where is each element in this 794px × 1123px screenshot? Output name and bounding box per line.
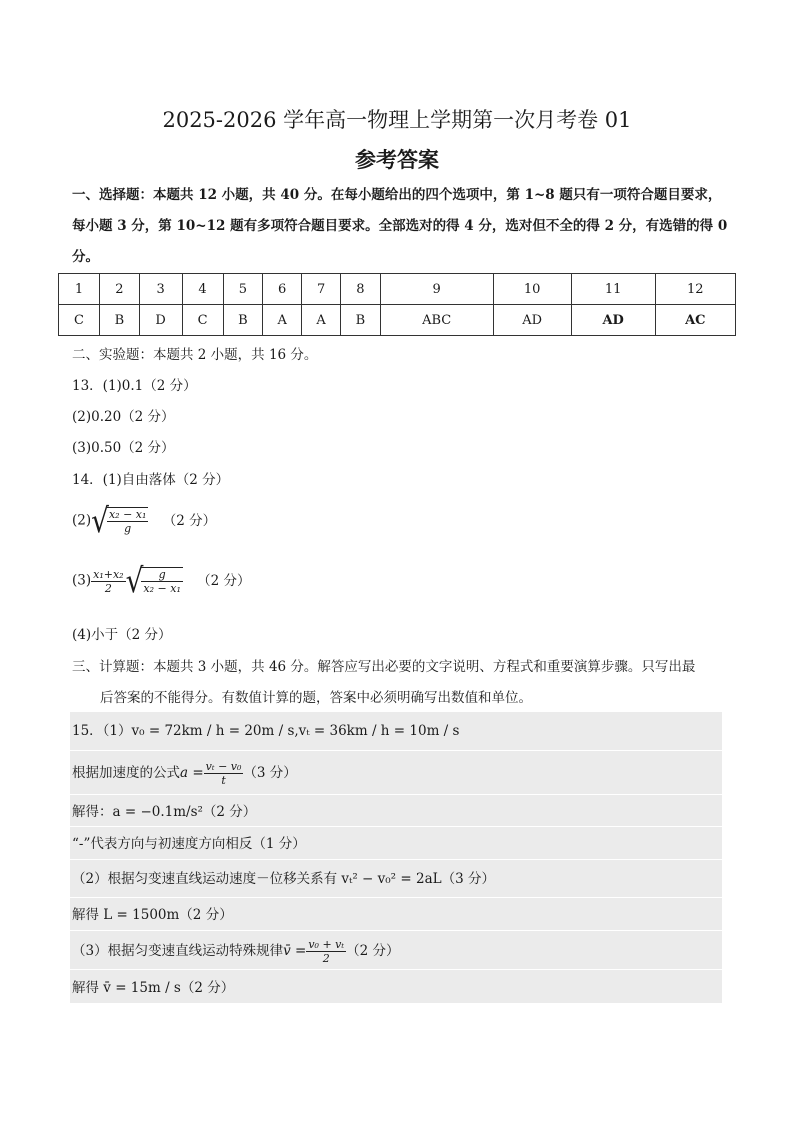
section2-heading: 二、实验题：本题共 2 小题，共 16 分。: [72, 347, 318, 363]
divider: [70, 969, 722, 970]
answer-table: [58, 273, 736, 336]
q13-part2: (2)0.20（2 分）: [72, 409, 175, 425]
fraction-denominator: g: [124, 522, 132, 535]
formula-prefix: 根据加速度的公式: [72, 765, 180, 781]
divider: [70, 859, 722, 860]
section1-instructions-line3: 分。: [72, 249, 99, 265]
q14-part3: [72, 560, 251, 601]
q14-part3-score: （2 分）: [197, 572, 251, 589]
divider: [70, 750, 722, 751]
formula-lhs: v̄ =: [283, 943, 307, 959]
square-root: √ $\frac{\text{x₂ − x₁}}{g}$: [91, 500, 147, 541]
answer-cell: C: [59, 305, 100, 336]
question-number-cell: 11: [571, 274, 655, 305]
q15-part2-relation: （2）根据匀变速直线运动速度－位移关系有 vₜ² − v₀² = 2aL（3 分）: [72, 871, 495, 887]
question-number-cell: 10: [493, 274, 571, 305]
q15-part3-average-velocity: [72, 938, 399, 965]
formula-lhs: a =: [180, 765, 204, 781]
answer-table-number-row: [59, 274, 736, 305]
answer-cell: AD: [571, 305, 655, 336]
question-number-cell: 5: [223, 274, 263, 305]
q15-solve-acceleration: 解得：a = −0.1m/s²（2 分）: [72, 804, 257, 820]
section1-instructions-line2: 每小题 3 分，第 10~12 题有多项符合题目要求。全部选对的得 4 分，选对但不全的得 2 分，有选错的得 0: [72, 218, 728, 234]
answer-cell: AD: [493, 305, 571, 336]
q14-part2-score: （2 分）: [162, 512, 217, 529]
fraction-denominator: 2: [104, 581, 112, 595]
formula-score: （3 分）: [243, 765, 297, 781]
q14-part2-prefix: (2): [72, 512, 92, 529]
divider: [70, 930, 722, 931]
answer-cell: A: [263, 305, 302, 336]
question-number-cell: 12: [655, 274, 735, 305]
q15-acceleration-formula: [72, 760, 297, 787]
question-number-cell: 6: [263, 274, 302, 305]
section1-instructions-line1: 一、选择题：本题共 12 小题，共 40 分。在每小题给出的四个选项中，第 1~8 题只有一项符合题目要求，: [72, 187, 722, 203]
page-title: 2025-2026 学年高一物理上学期第一次月考卷 01: [162, 108, 632, 132]
answer-cell: ABC: [380, 305, 493, 336]
answer-cell: AC: [655, 305, 735, 336]
question-number-cell: 9: [380, 274, 493, 305]
fraction-denominator: 2: [322, 952, 330, 965]
q15-solve-average-velocity: 解得 v̄ = 15m / s（2 分）: [72, 980, 235, 996]
question-number-cell: 1: [59, 274, 100, 305]
answer-table-answer-row: [59, 305, 736, 336]
q15-sign-meaning: “-”代表方向与初速度方向相反（1 分）: [72, 836, 306, 852]
page-subtitle: 参考答案: [355, 147, 439, 172]
formula-prefix: （3）根据匀变速直线运动特殊规律: [72, 943, 284, 959]
divider: [70, 826, 722, 827]
q15-solve-distance: 解得 L = 1500m（2 分）: [72, 907, 233, 923]
fraction-denominator: t: [221, 774, 226, 787]
fraction-numerator: g: [141, 568, 182, 582]
answer-cell: A: [302, 305, 341, 336]
question-number-cell: 2: [100, 274, 140, 305]
formula-score: （2 分）: [346, 943, 400, 959]
q14-part1: 14．(1)自由落体（2 分）: [72, 472, 230, 488]
q13-part1: 13．(1)0.1（2 分）: [72, 378, 197, 394]
divider: [70, 897, 722, 898]
question-number-cell: 3: [139, 274, 182, 305]
q13-part3: (3)0.50（2 分）: [72, 440, 175, 456]
q14-part2: [72, 500, 217, 541]
q14-part3-prefix: (3): [72, 572, 92, 589]
answer-cell: B: [341, 305, 381, 336]
answer-cell: D: [139, 305, 182, 336]
section3-heading-line1: 三、计算题：本题共 3 小题，共 46 分。解答应写出必要的文字说明、方程式和重要演算步骤。只写出最: [72, 659, 696, 675]
fraction-numerator: x₂ − x₁: [108, 508, 147, 521]
q14-part4: (4)小于（2 分）: [72, 627, 172, 643]
answer-cell: B: [100, 305, 140, 336]
section3-heading-line2: 后答案的不能得分。有数值计算的题，答案中必须明确写出数值和单位。: [100, 690, 532, 706]
fraction-numerator: v₀ + vₜ: [308, 938, 345, 951]
fraction-numerator: vₜ − v₀: [205, 760, 242, 773]
square-root: √ $\frac{g}{\text{x₂ − x₁}}$: [125, 560, 181, 601]
fraction-numerator: x₁+x₂: [93, 567, 124, 581]
q15-part1-velocities: 15．（1）v₀ = 72km / h = 20m / s,vₜ = 36km / h = 10m / s: [72, 723, 460, 739]
divider: [70, 794, 722, 795]
question-number-cell: 4: [182, 274, 223, 305]
answer-cell: B: [223, 305, 263, 336]
question-number-cell: 7: [302, 274, 341, 305]
answer-cell: C: [182, 305, 223, 336]
question-number-cell: 8: [341, 274, 381, 305]
fraction-denominator: x₂ − x₁: [143, 582, 181, 595]
